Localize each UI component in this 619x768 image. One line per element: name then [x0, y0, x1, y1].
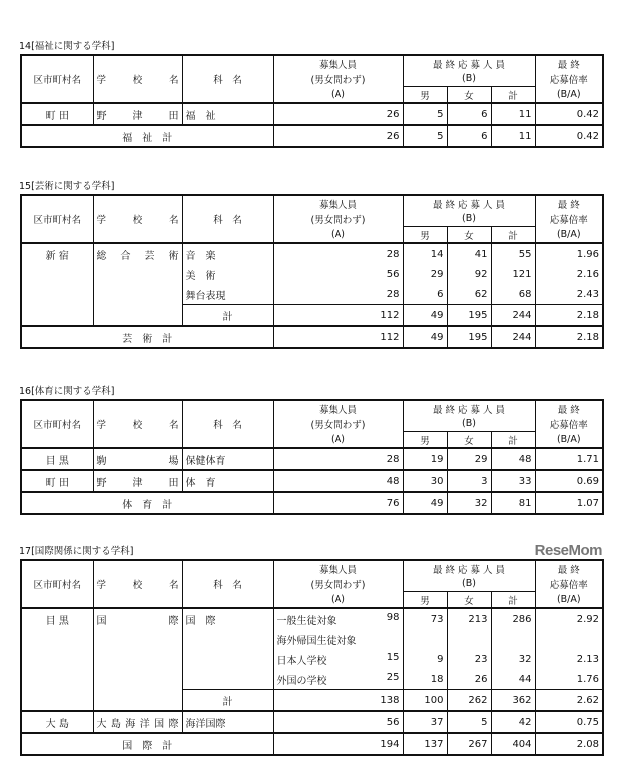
ratio-cell: 1.71 [535, 448, 603, 470]
header-male: 男 [403, 592, 447, 609]
school-cell [93, 629, 182, 649]
total-cell: 44 [491, 669, 535, 690]
ratio-cell: 1.96 [535, 243, 603, 264]
header-ratio: 最 終 [535, 400, 603, 416]
female-cell: 23 [447, 649, 491, 669]
course-cell: 美 術 [182, 264, 273, 284]
table-row [21, 470, 603, 492]
capacity-split [277, 632, 400, 647]
district-cell [21, 649, 93, 669]
capacity-cell: 28 [273, 448, 403, 470]
ratio-cell: 2.92 [535, 608, 603, 629]
ratio-cell [535, 629, 603, 649]
ratio-cell: 2.13 [535, 649, 603, 669]
male-cell: 6 [403, 284, 447, 305]
ratio-cell: 2.43 [535, 284, 603, 305]
header-female: 女 [447, 87, 491, 104]
table-row [21, 629, 603, 649]
header-capacity-note: (男女問わず) [273, 211, 403, 227]
table-row [21, 669, 603, 690]
section-17 [19, 542, 602, 756]
capacity-cell: 76 [273, 492, 403, 514]
ratio-cell: 1.76 [535, 669, 603, 690]
male-cell: 49 [403, 305, 447, 327]
school-cell [93, 284, 182, 305]
course-cell: 音 楽 [182, 243, 273, 264]
female-cell: 26 [447, 669, 491, 690]
female-cell: 6 [447, 125, 491, 147]
capacity-split [277, 672, 400, 687]
school-cell: 大島海洋国際 [93, 711, 182, 733]
header-applicants-b: (B) [403, 416, 535, 432]
female-cell: 41 [447, 243, 491, 264]
total-cell: 362 [491, 690, 535, 712]
header-total: 計 [491, 227, 535, 244]
capacity-cell: 28 [273, 284, 403, 305]
header-course: 科 名 [182, 400, 273, 448]
header-applicants-b: (B) [403, 576, 535, 592]
total-label: 福 祉 計 [21, 125, 273, 147]
capacity-cell: 56 [273, 711, 403, 733]
course-cell: 海洋国際 [182, 711, 273, 733]
school-cell [93, 305, 182, 327]
school-cell: 国際 [93, 608, 182, 629]
header-row [21, 400, 603, 416]
section-title: 16[体育に関する学科] [19, 386, 115, 397]
course-cell [182, 629, 273, 649]
ratio-cell: 0.42 [535, 125, 603, 147]
female-cell: 62 [447, 284, 491, 305]
header-district: 区市町村名 [21, 55, 93, 103]
enrollment-table [20, 194, 604, 349]
header-capacity: 募集人員 [273, 560, 403, 576]
header-capacity-note: (男女問わず) [273, 71, 403, 87]
female-cell: 195 [447, 326, 491, 348]
header-total: 計 [491, 592, 535, 609]
capacity-cell: 28 [273, 243, 403, 264]
total-label: 国 際 計 [21, 733, 273, 755]
total-label: 体 育 計 [21, 492, 273, 514]
header-ratio-label: 応募倍率 [535, 576, 603, 592]
school-cell [93, 264, 182, 284]
capacity-cell [273, 629, 403, 649]
female-cell: 213 [447, 608, 491, 629]
total-cell: 244 [491, 305, 535, 327]
header-applicants-b: (B) [403, 211, 535, 227]
school-cell: 野津田 [93, 103, 182, 125]
header-row [21, 560, 603, 576]
table-row [21, 448, 603, 470]
capacity-cell: 112 [273, 305, 403, 327]
table-row [21, 649, 603, 669]
section-16 [20, 385, 602, 515]
capacity-cell: 26 [273, 103, 403, 125]
header-ratio: 最 終 [535, 55, 603, 71]
district-cell: 目 黒 [21, 448, 93, 470]
header-ratio-label: 応募倍率 [535, 211, 603, 227]
header-female: 女 [447, 227, 491, 244]
total-label: 芸 術 計 [21, 326, 273, 348]
section-title: 14[福祉に関する学科] [19, 41, 115, 52]
district-cell: 目 黒 [21, 608, 93, 629]
course-cell: 舞台表現 [182, 284, 273, 305]
header-total: 計 [491, 432, 535, 449]
subtotal-row [21, 305, 603, 327]
section-15 [20, 180, 602, 349]
header-male: 男 [403, 227, 447, 244]
subtotal-row [21, 690, 603, 712]
header-ratio-ba: (B/A) [535, 227, 603, 244]
male-cell: 9 [403, 649, 447, 669]
header-school: 学校名 [93, 400, 182, 448]
female-cell: 6 [447, 103, 491, 125]
section-title: 17[国際関係に関する学科] [19, 546, 134, 557]
total-cell: 48 [491, 448, 535, 470]
total-row [21, 326, 603, 348]
header-applicants: 最 終 応 募 人 員 [403, 195, 535, 211]
course-cell [182, 669, 273, 690]
table-row [21, 608, 603, 629]
district-cell: 大 島 [21, 711, 93, 733]
header-male: 男 [403, 432, 447, 449]
ratio-cell: 1.07 [535, 492, 603, 514]
header-district: 区市町村名 [21, 400, 93, 448]
total-cell [491, 629, 535, 649]
capacity-value: 98 [386, 611, 400, 623]
total-row [21, 125, 603, 147]
district-cell [21, 629, 93, 649]
subtotal-label: 計 [182, 690, 273, 712]
district-cell [21, 690, 93, 712]
header-capacity-a: (A) [273, 87, 403, 104]
female-cell: 32 [447, 492, 491, 514]
header-capacity-a: (A) [273, 592, 403, 609]
header-male: 男 [403, 87, 447, 104]
total-row [21, 492, 603, 514]
enrollment-table [20, 399, 604, 515]
ratio-cell: 2.18 [535, 305, 603, 327]
table-row [21, 284, 603, 305]
male-cell: 30 [403, 470, 447, 492]
school-cell [93, 669, 182, 690]
enrollment-table [20, 559, 604, 756]
section-title: 15[芸術に関する学科] [19, 181, 115, 192]
target-label: 一般生徒対象 [276, 615, 337, 627]
total-cell: 11 [491, 103, 535, 125]
school-cell [93, 690, 182, 712]
total-cell: 244 [491, 326, 535, 348]
total-cell: 33 [491, 470, 535, 492]
header-applicants: 最 終 応 募 人 員 [403, 55, 535, 71]
total-cell: 404 [491, 733, 535, 755]
female-cell [447, 629, 491, 649]
header-capacity-note: (男女問わず) [273, 416, 403, 432]
male-cell: 29 [403, 264, 447, 284]
total-cell: 55 [491, 243, 535, 264]
ratio-cell: 2.16 [535, 264, 603, 284]
district-cell: 町 田 [21, 470, 93, 492]
male-cell: 19 [403, 448, 447, 470]
section-14 [20, 40, 602, 148]
school-cell: 総合芸術 [93, 243, 182, 264]
course-cell [182, 649, 273, 669]
total-cell: 286 [491, 608, 535, 629]
header-female: 女 [447, 432, 491, 449]
district-cell [21, 305, 93, 327]
header-ratio-label: 応募倍率 [535, 416, 603, 432]
header-applicants-b: (B) [403, 71, 535, 87]
capacity-cell: 194 [273, 733, 403, 755]
capacity-value: 25 [386, 671, 400, 683]
male-cell: 18 [403, 669, 447, 690]
capacity-cell [273, 649, 403, 669]
total-cell: 42 [491, 711, 535, 733]
school-cell: 野津田 [93, 470, 182, 492]
subtotal-label: 計 [182, 305, 273, 327]
course-cell: 国 際 [182, 608, 273, 629]
male-cell: 100 [403, 690, 447, 712]
header-course: 科 名 [182, 55, 273, 103]
male-cell: 5 [403, 125, 447, 147]
header-district: 区市町村名 [21, 195, 93, 243]
district-cell: 新 宿 [21, 243, 93, 264]
header-ratio-ba: (B/A) [535, 592, 603, 609]
header-course: 科 名 [182, 560, 273, 608]
female-cell: 3 [447, 470, 491, 492]
district-cell [21, 669, 93, 690]
header-ratio: 最 終 [535, 560, 603, 576]
female-cell: 29 [447, 448, 491, 470]
header-row [21, 55, 603, 71]
female-cell: 92 [447, 264, 491, 284]
capacity-cell: 48 [273, 470, 403, 492]
capacity-value: 15 [386, 651, 400, 663]
table-row [21, 264, 603, 284]
male-cell [403, 629, 447, 649]
capacity-split [277, 612, 400, 627]
header-capacity: 募集人員 [273, 55, 403, 71]
header-school: 学校名 [93, 195, 182, 243]
capacity-cell: 138 [273, 690, 403, 712]
header-ratio: 最 終 [535, 195, 603, 211]
table-row [21, 243, 603, 264]
female-cell: 195 [447, 305, 491, 327]
total-row [21, 733, 603, 755]
female-cell: 267 [447, 733, 491, 755]
district-cell: 町 田 [21, 103, 93, 125]
header-applicants: 最 終 応 募 人 員 [403, 400, 535, 416]
district-cell [21, 284, 93, 305]
target-label: 海外帰国生徒対象 [276, 635, 357, 647]
target-label: 外国の学校 [276, 675, 327, 687]
male-cell: 37 [403, 711, 447, 733]
ratio-cell: 2.08 [535, 733, 603, 755]
school-cell: 駒場 [93, 448, 182, 470]
target-label: 日本人学校 [276, 655, 327, 667]
capacity-cell: 112 [273, 326, 403, 348]
male-cell: 49 [403, 326, 447, 348]
ratio-cell: 2.62 [535, 690, 603, 712]
total-cell: 11 [491, 125, 535, 147]
total-cell: 32 [491, 649, 535, 669]
enrollment-table [20, 54, 604, 148]
course-cell: 体 育 [182, 470, 273, 492]
capacity-split [277, 652, 400, 667]
course-cell: 保健体育 [182, 448, 273, 470]
capacity-cell: 56 [273, 264, 403, 284]
header-school: 学校名 [93, 560, 182, 608]
female-cell: 262 [447, 690, 491, 712]
header-row [21, 195, 603, 211]
table-row [21, 711, 603, 733]
ratio-cell: 0.42 [535, 103, 603, 125]
header-ratio-ba: (B/A) [535, 87, 603, 104]
ratio-cell: 0.69 [535, 470, 603, 492]
total-cell: 121 [491, 264, 535, 284]
male-cell: 5 [403, 103, 447, 125]
male-cell: 137 [403, 733, 447, 755]
ratio-cell: 2.18 [535, 326, 603, 348]
capacity-cell [273, 669, 403, 690]
header-ratio-ba: (B/A) [535, 432, 603, 449]
header-district: 区市町村名 [21, 560, 93, 608]
header-applicants: 最 終 応 募 人 員 [403, 560, 535, 576]
capacity-cell [273, 608, 403, 629]
male-cell: 73 [403, 608, 447, 629]
table-row [21, 103, 603, 125]
total-cell: 81 [491, 492, 535, 514]
male-cell: 14 [403, 243, 447, 264]
resemom-watermark-logo: ReseMom [534, 542, 602, 559]
ratio-cell: 0.75 [535, 711, 603, 733]
header-ratio-label: 応募倍率 [535, 71, 603, 87]
header-school: 学校名 [93, 55, 182, 103]
header-capacity-a: (A) [273, 227, 403, 244]
male-cell: 49 [403, 492, 447, 514]
course-cell: 福 祉 [182, 103, 273, 125]
header-female: 女 [447, 592, 491, 609]
district-cell [21, 264, 93, 284]
header-capacity-a: (A) [273, 432, 403, 449]
header-total: 計 [491, 87, 535, 104]
school-cell [93, 649, 182, 669]
header-capacity-note: (男女問わず) [273, 576, 403, 592]
female-cell: 5 [447, 711, 491, 733]
header-capacity: 募集人員 [273, 195, 403, 211]
header-capacity: 募集人員 [273, 400, 403, 416]
capacity-cell: 26 [273, 125, 403, 147]
header-course: 科 名 [182, 195, 273, 243]
total-cell: 68 [491, 284, 535, 305]
